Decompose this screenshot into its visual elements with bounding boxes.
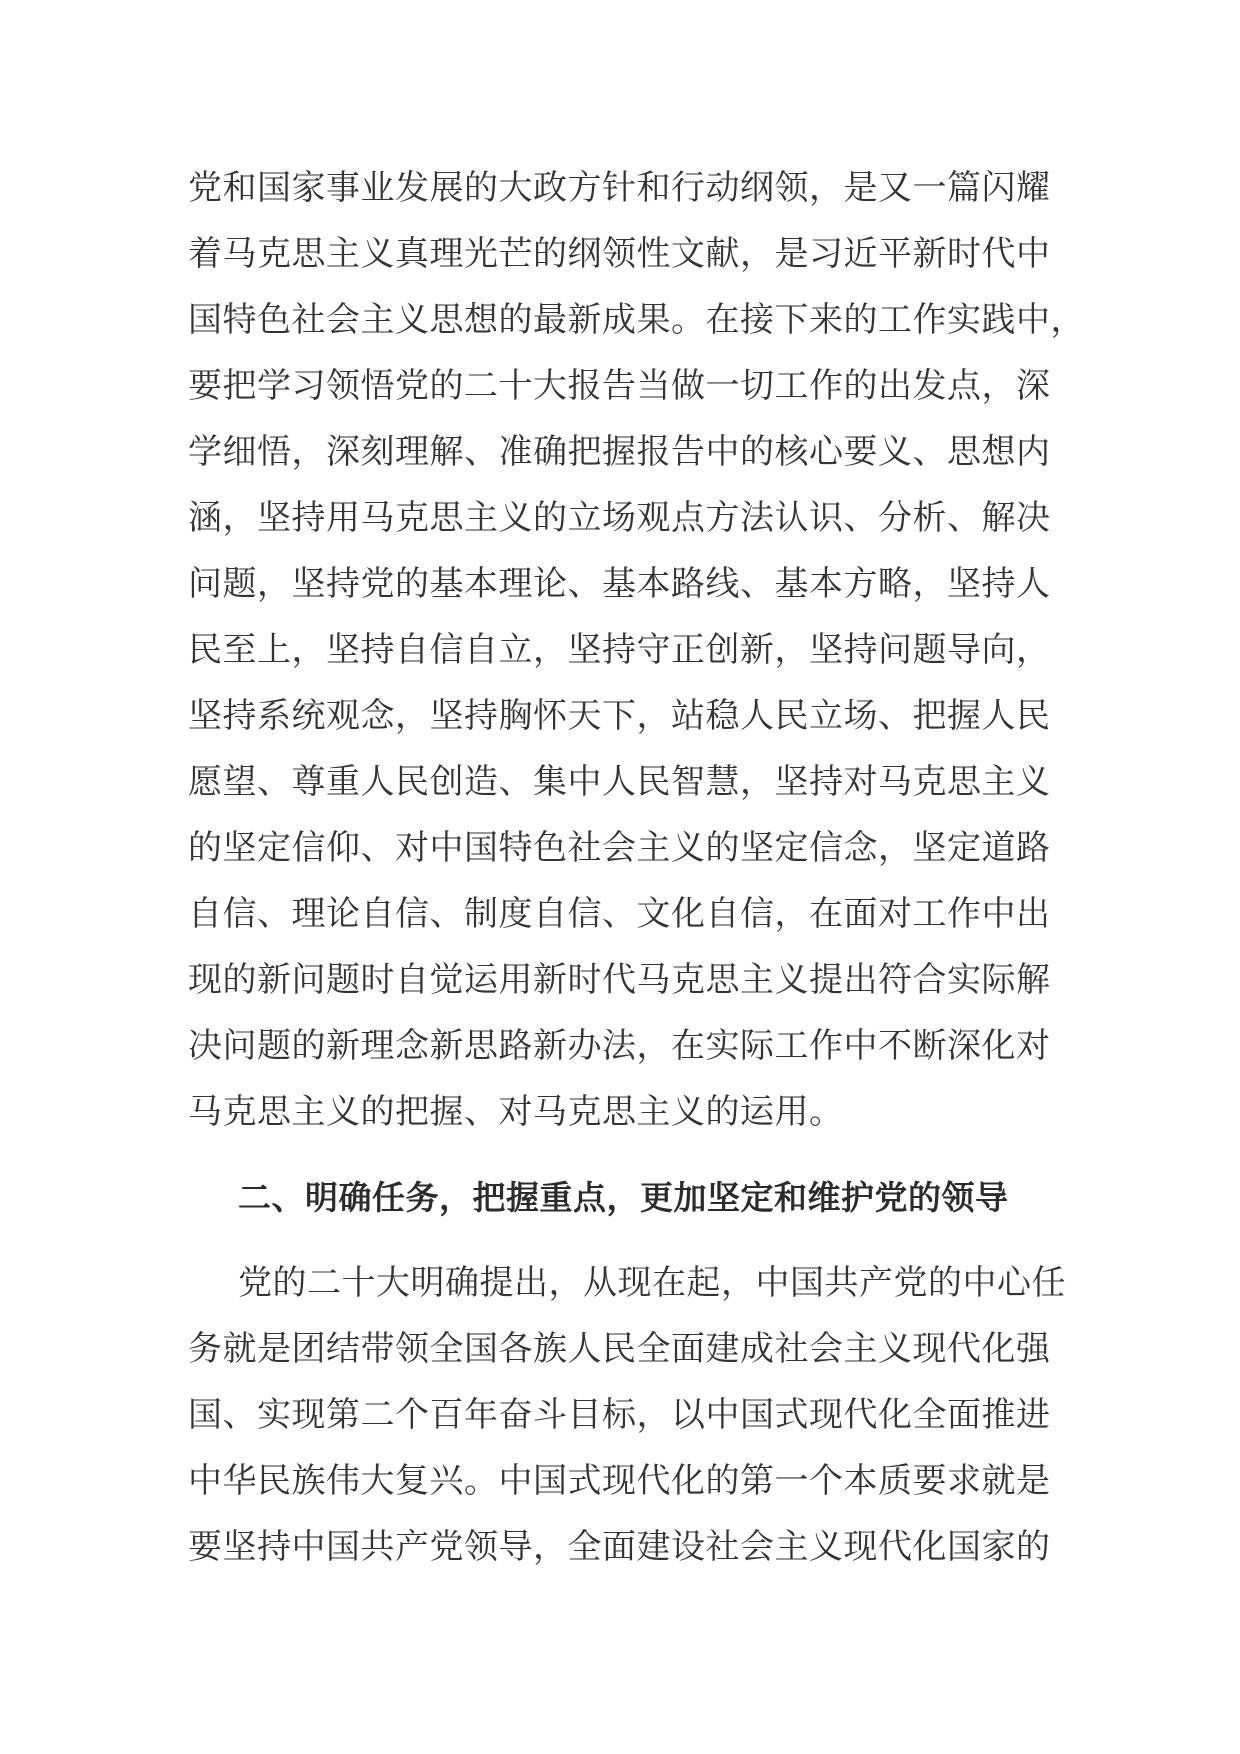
paragraph-line: 问题，坚持党的基本理论、基本路线、基本方略，坚持人 (188, 564, 1051, 604)
paragraph-line: 国特色社会主义思想的最新成果。在接下来的工作实践中， (188, 300, 1085, 340)
paragraph-line: 坚持系统观念，坚持胸怀天下，站稳人民立场、把握人民 (188, 696, 1051, 736)
paragraph-line: 自信、理论自信、制度自信、文化自信，在面对工作中出 (188, 894, 1051, 934)
paragraph-line: 党的二十大明确提出，从现在起，中国共产党的中心任 (238, 1263, 1066, 1303)
body-paragraph (188, 155, 1085, 1145)
paragraph-line: 务就是团结带领全国各族人民全面建成社会主义现代化强 (188, 1329, 1051, 1369)
section-heading-text: 二、明确任务，把握重点，更加坚定和维护党的领导 (238, 1178, 1009, 1217)
paragraph-line: 国、实现第二个百年奋斗目标，以中国式现代化全面推进 (188, 1395, 1051, 1435)
paragraph-line: 民至上，坚持自信自立，坚持守正创新，坚持问题导向， (188, 630, 1051, 670)
paragraph-line: 中华民族伟大复兴。中国式现代化的第一个本质要求就是 (188, 1461, 1051, 1501)
paragraph-line: 着马克思主义真理光芒的纲领性文献，是习近平新时代中 (188, 234, 1051, 274)
paragraph-line: 的坚定信仰、对中国特色社会主义的坚定信念，坚定道路 (188, 828, 1051, 868)
paragraph-line: 要把学习领悟党的二十大报告当做一切工作的出发点，深 (188, 366, 1051, 406)
paragraph-line: 马克思主义的把握、对马克思主义的运用。 (188, 1092, 844, 1132)
paragraph-line: 现的新问题时自觉运用新时代马克思主义提出符合实际解 (188, 960, 1051, 1000)
paragraph-line: 决问题的新理念新思路新办法，在实际工作中不断深化对 (188, 1026, 1051, 1066)
paragraph-line: 涵，坚持用马克思主义的立场观点方法认识、分析、解决 (188, 498, 1051, 538)
paragraph-line: 愿望、尊重人民创造、集中人民智慧，坚持对马克思主义 (188, 762, 1051, 802)
paragraph-line: 学细悟，深刻理解、准确把握报告中的核心要义、思想内 (188, 432, 1051, 472)
paragraph-line: 党和国家事业发展的大政方针和行动纲领，是又一篇闪耀 (188, 168, 1051, 208)
body-paragraph (188, 1250, 1066, 1580)
section-heading (188, 1165, 1048, 1231)
paragraph-line: 要坚持中国共产党领导，全面建设社会主义现代化国家的 (188, 1527, 1051, 1567)
